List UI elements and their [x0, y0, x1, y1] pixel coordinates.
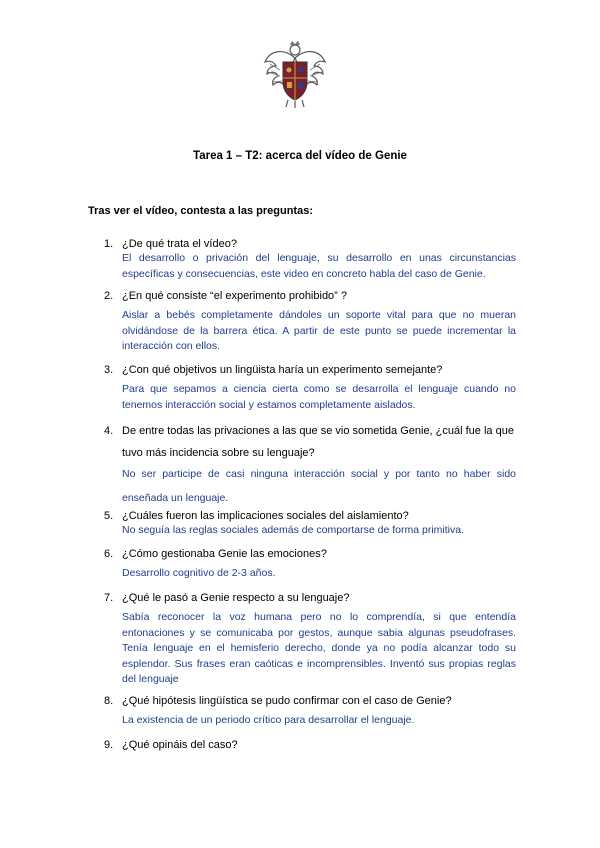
question-4 — [104, 420, 518, 464]
answer-5: No seguía las reglas sociales además de comportarse de forma primitiva. — [122, 524, 464, 536]
question-number: 2. — [104, 290, 114, 302]
question-9 — [104, 737, 518, 754]
question-number: 1. — [104, 238, 114, 250]
question-number: 5. — [104, 510, 114, 522]
question-number: 9. — [104, 739, 114, 751]
question-number: 6. — [104, 548, 114, 560]
university-crest-icon — [262, 40, 328, 110]
question-number: 4. — [104, 425, 114, 437]
question-text: ¿Con qué objetivos un lingüista haría un experimento semejante? — [122, 364, 443, 376]
question-number: 7. — [104, 592, 114, 604]
question-8 — [104, 693, 518, 710]
question-text: ¿Qué opináis del caso? — [122, 739, 238, 751]
question-7 — [104, 590, 518, 607]
answer-6: Desarrollo cognitivo de 2-3 años. — [122, 567, 276, 579]
question-text: De entre todas las privaciones a las que se vio sometida Genie, ¿cuál fue la que tuvo más incidencia sobre su lenguaje? — [122, 425, 514, 459]
question-number: 3. — [104, 364, 114, 376]
question-2 — [104, 288, 518, 305]
question-6 — [104, 546, 518, 563]
instructions-heading: Tras ver el vídeo, contesta a las preguntas: — [88, 205, 313, 217]
document-title: Tarea 1 – T2: acerca del vídeo de Genie — [193, 150, 407, 162]
question-text: ¿Cuáles fueron las implicaciones sociales del aislamiento? — [122, 510, 409, 522]
answer-4: No ser participe de casi ninguna interacción social y por tanto no haber sido enseñada un lenguaje. — [122, 468, 516, 504]
question-text: ¿En qué consiste “el experimento prohibido” ? — [122, 290, 348, 302]
question-3 — [104, 362, 518, 379]
answer-3: Para que sepamos a ciencia cierta como se desarrolla el lenguaje cuando no tenemos interacción social y estamos completamente aislados. — [122, 383, 516, 411]
question-text: ¿De qué trata el vídeo? — [122, 238, 237, 250]
question-text: ¿Qué le pasó a Genie respecto a su lenguaje? — [122, 592, 350, 604]
answer-2: Aislar a bebés completamente dándoles un soporte vital para que no mueran olvidándose de la barrera ética. A partir de este punto se puede incrementar la interacción con ellos. — [122, 309, 516, 352]
answer-7: Sabía reconocer la voz humana pero no lo comprendía, si que entendía entonaciones y se comunicaba por gestos, aunque sabia algunas pseudofrases. Tenía lenguaje en el hemisferio derecho, donde ya no podía alcanzar todo su esplendor. Sus frases eran caóticas e incomprensibles. Inventó sus propias reglas del lenguaje — [122, 611, 516, 685]
question-text: ¿Cómo gestionaba Genie las emociones? — [122, 548, 327, 560]
answer-8: La existencia de un periodo crítico para desarrollar el lenguaje. — [122, 714, 415, 726]
question-text: ¿Qué hipótesis lingüística se pudo confirmar con el caso de Genie? — [122, 695, 452, 707]
question-number: 8. — [104, 695, 114, 707]
answer-1: El desarrollo o privación del lenguaje, su desarrollo en unas circunstancias específicas y consecuencias, este video en concreto habla del caso de Genie. — [122, 252, 516, 280]
